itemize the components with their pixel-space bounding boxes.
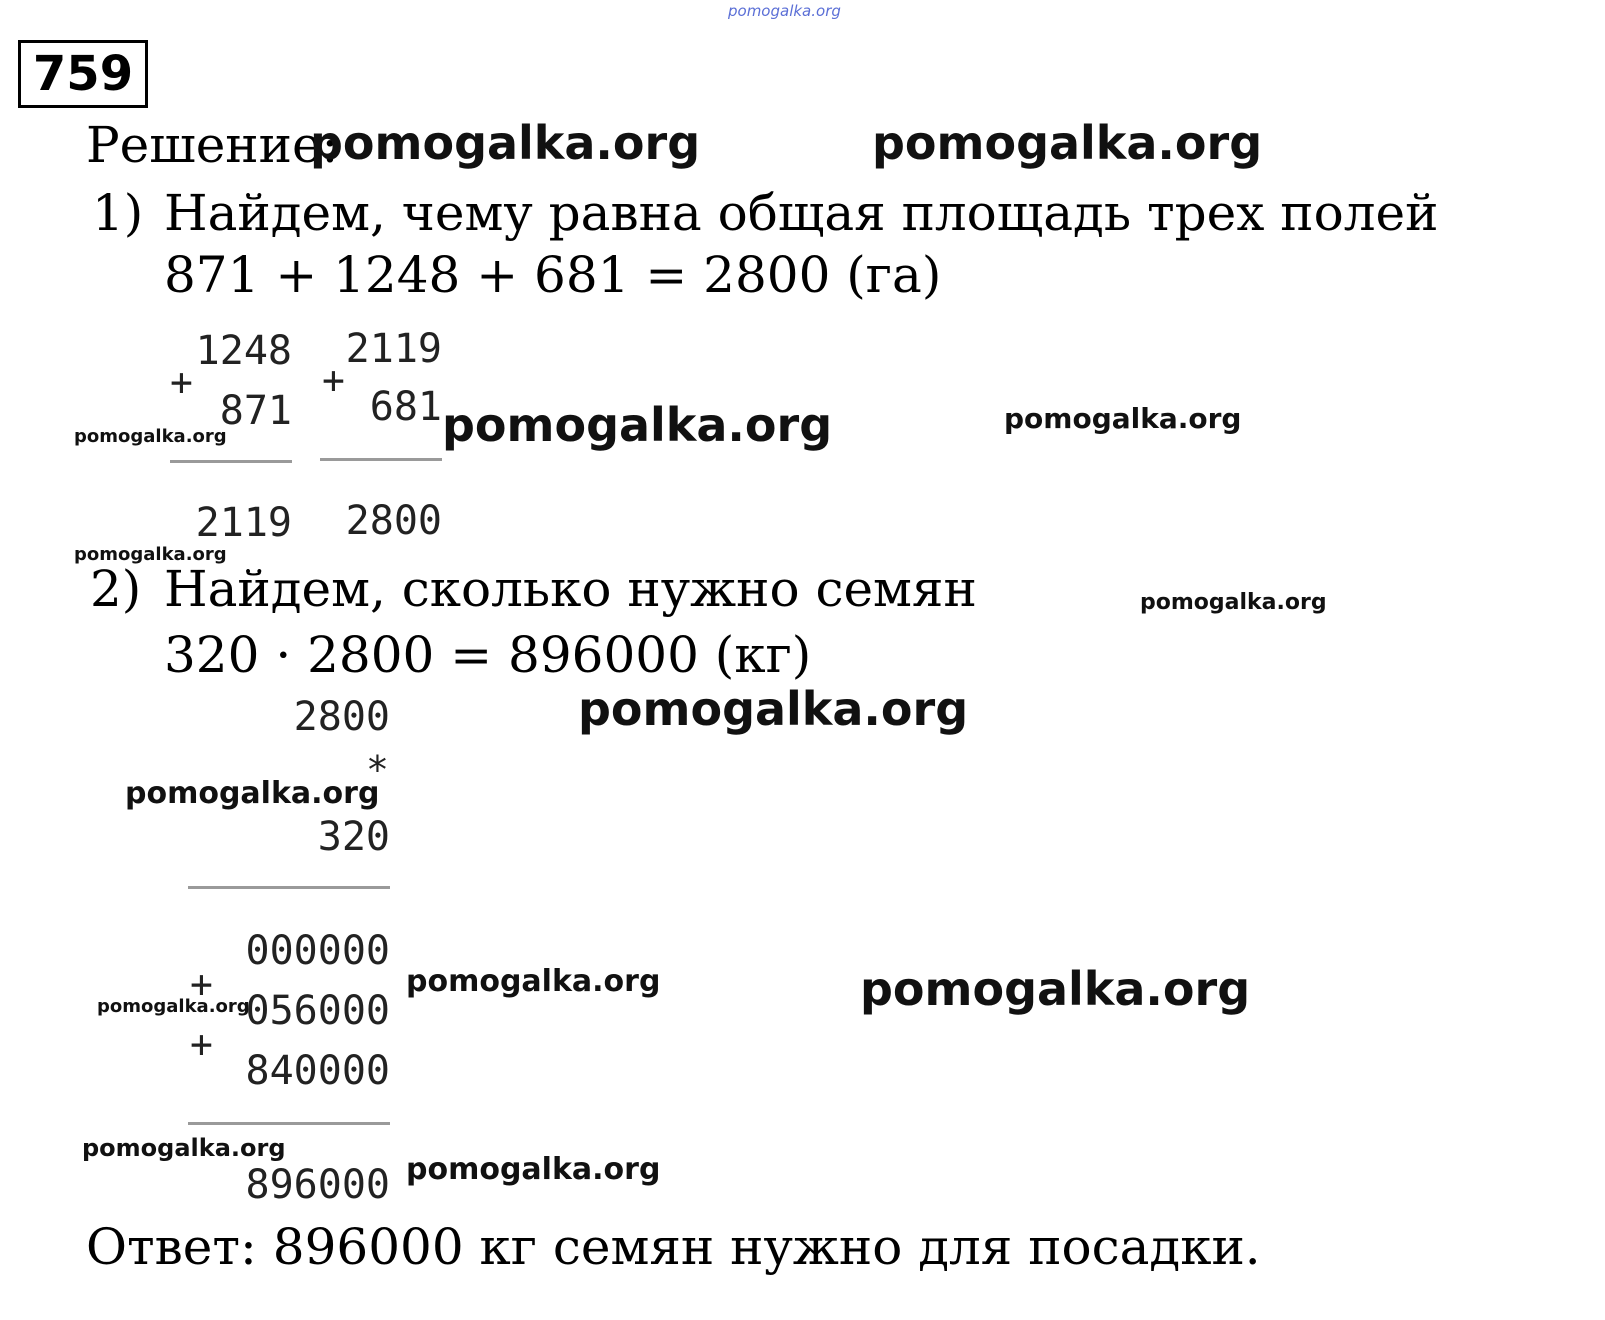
- watermark: pomogalka.org: [578, 682, 969, 736]
- step-2-text: Найдем, сколько нужно семян: [164, 560, 977, 618]
- mult-top: 2800: [293, 694, 390, 740]
- step-1-number: 1): [92, 184, 144, 242]
- watermark: pomogalka.org: [860, 962, 1251, 1016]
- step-1-equation: 871 + 1248 + 681 = 2800 (га): [164, 246, 942, 304]
- problem-number-box: 759: [18, 40, 148, 108]
- mult-rule: [188, 886, 390, 889]
- partial-1: 000000: [245, 928, 390, 974]
- watermark: pomogalka.org: [310, 116, 701, 170]
- partial-plus-1: +: [190, 962, 213, 1006]
- watermark: pomogalka.org: [125, 776, 380, 811]
- mult-bottom: 320: [317, 814, 390, 860]
- step-2-number: 2): [90, 560, 142, 618]
- col-b-result: 2800: [345, 498, 442, 544]
- watermark: pomogalka.org: [1004, 402, 1242, 435]
- step-2-equation: 320 · 2800 = 896000 (кг): [164, 626, 812, 684]
- header-watermark: pomogalka.org: [728, 2, 841, 20]
- mult-operator: *: [366, 748, 389, 792]
- col-b-top: 2119: [345, 326, 442, 372]
- mult-result: 896000: [245, 1162, 390, 1208]
- watermark: pomogalka.org: [1140, 590, 1327, 615]
- watermark: pomogalka.org: [406, 964, 661, 999]
- partials-rule: [188, 1122, 390, 1125]
- partial-2: 056000: [245, 988, 390, 1034]
- col-a-bottom: 871: [219, 388, 292, 434]
- watermark: pomogalka.org: [74, 544, 227, 565]
- watermark: pomogalka.org: [872, 116, 1263, 170]
- watermark: pomogalka.org: [74, 426, 227, 447]
- watermark: pomogalka.org: [442, 398, 833, 452]
- partial-plus-2: +: [190, 1022, 213, 1066]
- partial-3: 840000: [245, 1048, 390, 1094]
- col-b-rule: [320, 458, 442, 461]
- col-a-result: 2119: [195, 500, 292, 546]
- col-b-plus: +: [322, 358, 345, 402]
- watermark: pomogalka.org: [82, 1134, 286, 1162]
- col-a-rule: [170, 460, 292, 463]
- step-1-text: Найдем, чему равна общая площадь трех полей: [164, 184, 1439, 242]
- answer-text: Ответ: 896000 кг семян нужно для посадки.: [86, 1218, 1261, 1276]
- col-a-top: 1248: [195, 328, 292, 374]
- col-a-plus: +: [170, 360, 193, 404]
- watermark: pomogalka.org: [406, 1152, 661, 1187]
- solution-label: Решение:: [86, 116, 339, 174]
- col-b-bottom: 681: [369, 384, 442, 430]
- watermark: pomogalka.org: [97, 996, 250, 1017]
